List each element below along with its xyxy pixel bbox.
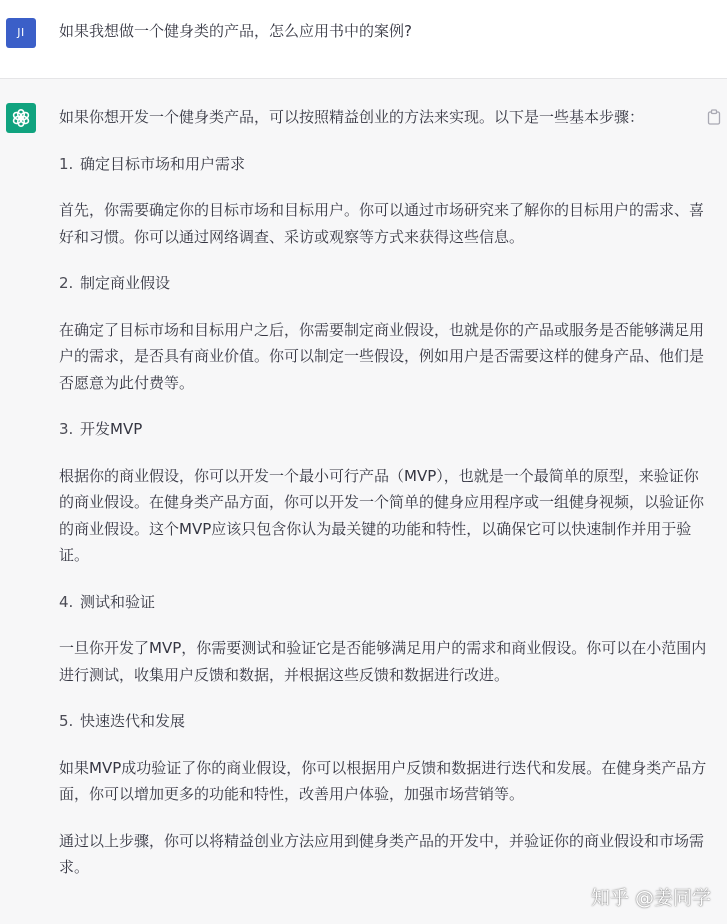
- step-number: 1.: [59, 154, 74, 173]
- step-heading: [59, 270, 707, 297]
- user-message-text: 如果我想做一个健身类的产品，怎么应用书中的案例?: [59, 22, 412, 40]
- step-number: 4.: [59, 592, 74, 611]
- assistant-answer: [59, 104, 707, 901]
- step-heading: [59, 416, 707, 443]
- step-heading: [59, 151, 707, 178]
- clipboard-icon[interactable]: [707, 109, 721, 125]
- step-paragraph: 如果MVP成功验证了你的商业假设，你可以根据用户反馈和数据进行迭代和发展。在健身类产品方面，你可以增加更多的功能和特性，改善用户体验，加强市场营销等。: [59, 758, 707, 803]
- answer-conclusion: 通过以上步骤，你可以将精益创业方法应用到健身类产品的开发中，并验证你的商业假设和市场需求。: [59, 831, 705, 876]
- answer-intro: 如果你想开发一个健身类产品，可以按照精益创业的方法来实现。以下是一些基本步骤：: [59, 108, 645, 126]
- step-number: 2.: [59, 274, 74, 292]
- step-title: 制定商业假设: [80, 274, 171, 292]
- step-number: 5.: [59, 712, 74, 730]
- step-title: 快速迭代和发展: [80, 712, 186, 730]
- step-paragraph: 首先，你需要确定你的目标市场和目标用户。你可以通过市场研究来了解你的目标用户的需求、喜好和习惯。你可以通过网络调查、采访或观察等方式来获得这些信息。: [59, 201, 705, 246]
- step-paragraph: 在确定了目标市场和目标用户之后，你需要制定商业假设，也就是你的产品或服务是否能够满足用户的需求，是否具有商业价值。你可以制定一些假设，例如用户是否需要这样的健身产品、他们是否愿意为此付费等。: [59, 320, 705, 392]
- step-paragraph: 根据你的商业假设，你可以开发一个最小可行产品（MVP），也就是一个最简单的原型，来验证你的商业假设。在健身类产品方面，你可以开发一个简单的健身应用程序或一组健身视频，以验证你的商业假设。这个MVP应该只包含你认为最关键的功能和特性，以确保它可以快速制作并用于验证。: [59, 466, 705, 564]
- step-number: 3.: [59, 420, 74, 438]
- step-title: 测试和验证: [80, 592, 156, 611]
- step-heading: [59, 589, 707, 616]
- zhihu-watermark: 知乎 @姜同学: [590, 887, 711, 909]
- step-paragraph: 一旦你开发了MVP，你需要测试和验证它是否能够满足用户的需求和商业假设。你可以在小范围内进行测试，收集用户反馈和数据，并根据这些反馈和数据进行改进。: [59, 639, 707, 684]
- user-avatar: JI: [6, 18, 36, 48]
- user-message-row: [0, 0, 727, 79]
- step-heading: [59, 708, 707, 735]
- openai-logo-icon: [11, 108, 31, 128]
- assistant-avatar: [6, 103, 36, 133]
- step-title: 开发MVP: [80, 420, 143, 438]
- step-title: 确定目标市场和用户需求: [80, 154, 246, 173]
